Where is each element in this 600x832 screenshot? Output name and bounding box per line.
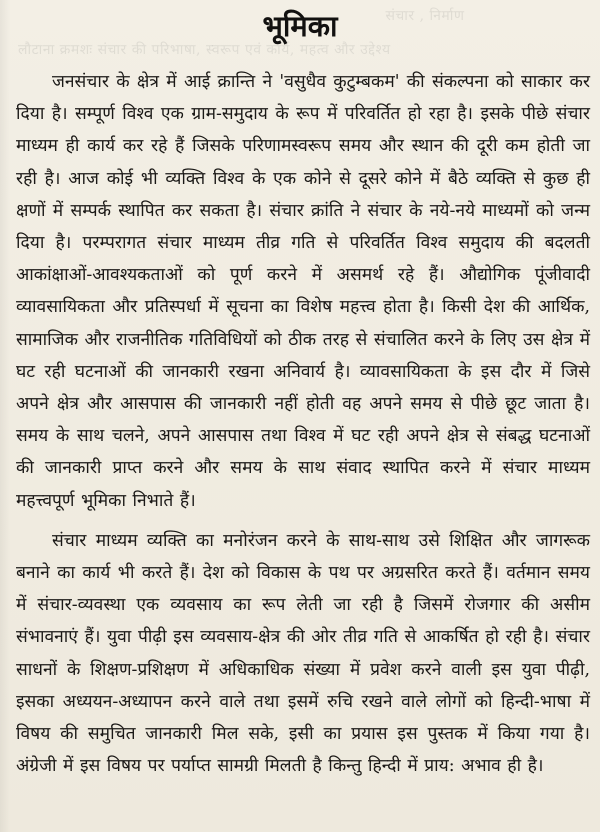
paragraph-2: संचार माध्यम व्यक्ति का मनोरंजन करने के साथ-साथ उसे शिक्षित और जागरूक बनाने का कार्य भी करते हैं। देश को विकास के पथ पर अग्रसरित करते हैं। वर्तमान समय में संचार-व्यवस्था एक व्यवसाय का रूप लेती जा रही है जिसमें रोजगार की असीम संभावनाएं हैं। युवा पीढ़ी इस व्यवसाय-क्षेत्र की ओर तीव्र गति से आकर्षित हो रही है। संचार साधनों के शिक्षण-प्रशिक्षण में अधिकाधिक संख्या में प्रवेश करने वाली इस युवा पीढ़ी, इसका अध्ययन-अध्यापन करने वाले तथा इसमें रुचि रखने वाले लोगों को हिन्दी-भाषा में विषय की समुचित जानकारी मिल सके, इसी का प्रयास इस पुस्तक में किया गया है। अंग्रेजी में इस विषय पर पर्याप्त सामग्री मिलती है किन्तु हिन्दी में प्राय: अभाव ही है। [16,530,590,777]
paragraph-1: जनसंचार के क्षेत्र में आई क्रान्ति ने 'वसुधैव कुटुम्बकम' की संकल्पना को साकार कर दिया है। सम्पूर्ण विश्व एक ग्राम-समुदाय के रूप में परिवर्तित हो रहा है। इसके पीछे संचार माध्यम ही कार्य कर रहे हैं जिसके परिणामस्वरूप समय और स्थान की दूरी कम होती जा रही है। आज कोई भी व्यक्ति विश्व के एक कोने से दूसरे कोने में बैठे व्यक्ति से कुछ ही क्षणों में सम्पर्क स्थापित कर सकता है। संचार क्रांति ने संचार के नये-नये माध्यमों को जन्म दिया है। परम्परागत संचार माध्यम तीव्र गति से परिवर्तित विश्व समुदाय की बदलती आकांक्षाओं-आवश्यकताओं को पूर्ण करने में असमर्थ रहे हैं। औद्योगिक पूंजीवादी व्यावसायिकता और प्रतिस्पर्धा में सूचना का विशेष महत्त्व होता है। किसी देश की आर्थिक, सामाजिक और राजनीतिक गतिविधियों को ठीक तरह से संचालित करने के लिए उस क्षेत्र में घट रही घटनाओं की जानकारी रखना अनिवार्य है। व्यावसायिकता के इस दौर में जिसे अपने क्षेत्र और आसपास की जानकारी नहीं होती वह अपने समय से पीछे छूट जाता है। समय के साथ चलने, अपने आसपास तथा विश्व में घट रही अपने क्षेत्र से संबद्ध घटनाओं की जानकारी प्राप्त करने और समय के साथ संवाद स्थापित करने में संचार माध्यम महत्त्वपूर्ण भूमिका निभाते हैं। [16,72,591,511]
page-title: भूमिका [262,9,338,43]
bleed-through-subheading: लौटाना क्रमशः संचार की परिभाषा, स्वरूप एवं कार्य, महत्व और उद्देश्य [18,42,391,58]
body-text [16,66,590,782]
bleed-through-heading: संचार , निर्माण [385,8,465,24]
